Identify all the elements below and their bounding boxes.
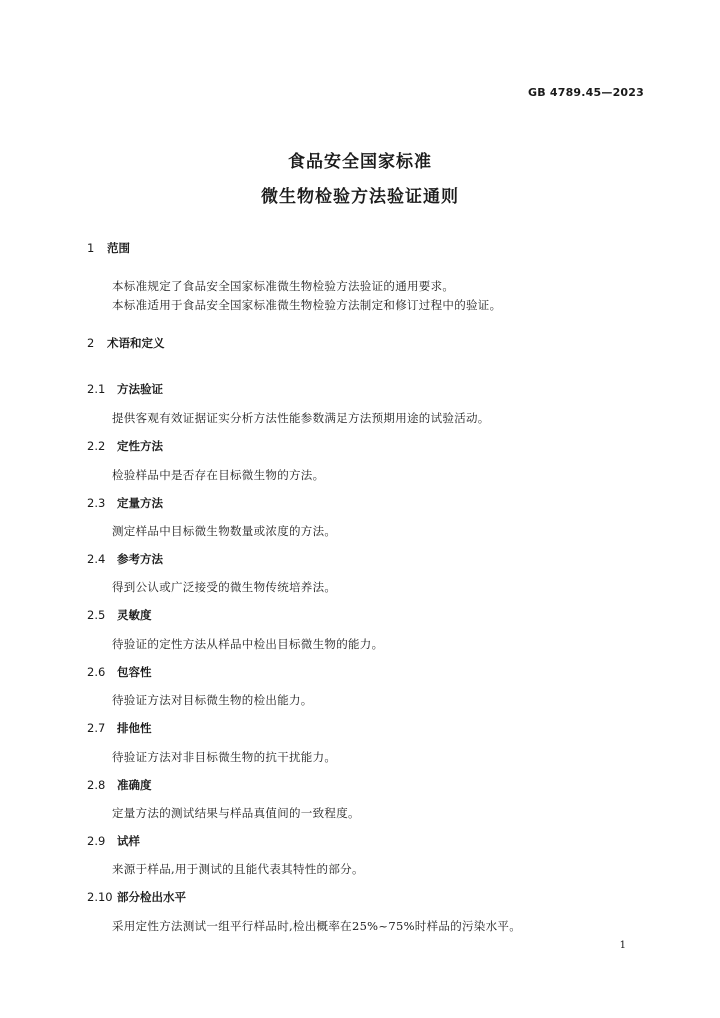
section-title: 术语和定义 <box>107 336 165 350</box>
document-subtitle: 微生物检验方法验证通则 <box>261 187 459 207</box>
term-definition: 待验证方法对目标微生物的检出能力。 <box>112 693 313 707</box>
term-number: 2.1 <box>87 382 106 396</box>
term-definition: 来源于样品,用于测试的且能代表其特性的部分。 <box>112 862 364 876</box>
term-name: 参考方法 <box>117 552 163 566</box>
term-definition: 待验证方法对非目标微生物的抗干扰能力。 <box>112 750 337 764</box>
term-number: 2.7 <box>87 721 106 735</box>
term-heading <box>87 381 163 397</box>
term-number: 2.4 <box>87 552 106 566</box>
term-name: 方法验证 <box>117 382 163 396</box>
page-number: 1 <box>619 940 626 951</box>
term-name: 定量方法 <box>117 496 163 510</box>
term-definition: 检验样品中是否存在目标微生物的方法。 <box>112 468 325 482</box>
term-definition: 测定样品中目标微生物数量或浓度的方法。 <box>112 524 337 538</box>
scope-paragraph: 本标准适用于食品安全国家标准微生物检验方法制定和修订过程中的验证。 <box>112 298 502 312</box>
term-name: 排他性 <box>117 721 152 735</box>
section-title: 范围 <box>107 241 130 255</box>
standard-code: GB 4789.45—2023 <box>528 86 644 99</box>
term-definition: 提供客观有效证据证实分析方法性能参数满足方法预期用途的试验活动。 <box>112 411 490 425</box>
term-heading <box>87 551 163 567</box>
term-definition: 待验证的定性方法从样品中检出目标微生物的能力。 <box>112 637 384 651</box>
term-name: 包容性 <box>117 665 152 679</box>
document-title: 食品安全国家标准 <box>288 152 432 172</box>
term-heading <box>87 889 186 905</box>
section-number: 1 <box>87 241 95 255</box>
term-number: 2.8 <box>87 778 106 792</box>
term-name: 定性方法 <box>117 439 163 453</box>
term-heading <box>87 833 140 849</box>
term-number: 2.9 <box>87 834 106 848</box>
term-number: 2.3 <box>87 496 106 510</box>
term-heading <box>87 777 152 793</box>
term-number: 2.10 <box>87 890 113 904</box>
scope-paragraph: 本标准规定了食品安全国家标准微生物检验方法验证的通用要求。 <box>112 279 455 293</box>
term-number: 2.6 <box>87 665 106 679</box>
term-name: 试样 <box>117 834 140 848</box>
term-number: 2.5 <box>87 608 106 622</box>
section-heading-terms <box>87 335 165 351</box>
term-name: 部分检出水平 <box>117 890 186 904</box>
term-definition: 得到公认或广泛接受的微生物传统培养法。 <box>112 580 337 594</box>
term-heading <box>87 720 152 736</box>
term-definition: 定量方法的测试结果与样品真值间的一致程度。 <box>112 806 360 820</box>
section-number: 2 <box>87 336 95 350</box>
term-number: 2.2 <box>87 439 106 453</box>
section-heading-scope <box>87 240 130 256</box>
term-definition: 采用定性方法测试一组平行样品时,检出概率在25%~75%时样品的污染水平。 <box>112 919 522 933</box>
term-heading <box>87 607 152 623</box>
term-name: 准确度 <box>117 778 152 792</box>
term-name: 灵敏度 <box>117 608 152 622</box>
term-heading <box>87 438 163 454</box>
term-heading <box>87 664 152 680</box>
term-heading <box>87 495 163 511</box>
